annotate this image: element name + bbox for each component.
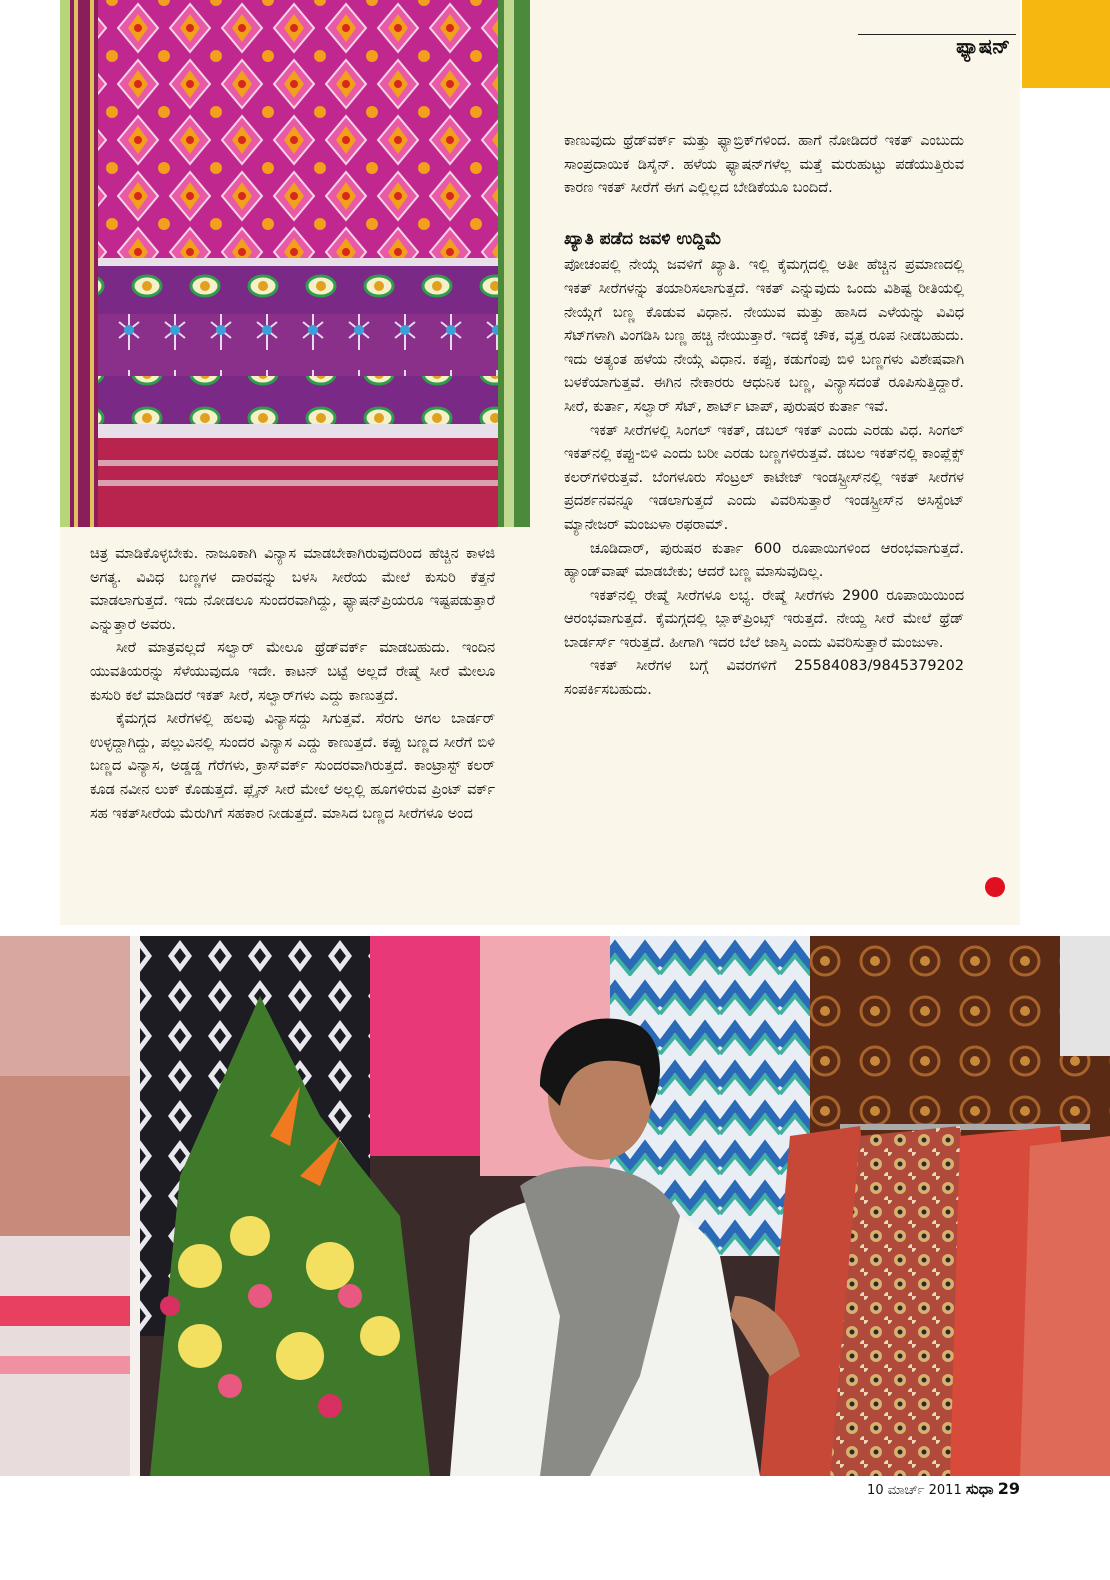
issue-date: 10 ಮಾರ್ಚ್ 2011 [867,1483,962,1498]
right-paragraph-2: ಇಕತ್ ಸೀರೆಗಳಲ್ಲಿ ಸಿಂಗಲ್ ಇಕತ್, ಡಬಲ್ ಇಕತ್ ಎಂದು ಎರಡು ವಿಧ. ಸಿಂಗಲ್ ಇಕತ್‌ನಲ್ಲಿ ಕಪ್ಪು-ಬಿಳಿ ಎಂದು ಬರೀ ಎರಡು ಬಣ್ಣಗಳಿರುತ್ತವೆ. ಡಬಲ ಇಕತ್‌ನಲ್ಲಿ ಕಾಂಪ್ಲೆಕ್ಸ್ ಕಲರ್‌ಗಳಿರುತ್ತವೆ. ಬೆಂಗಳೂರು ಸೆಂಟ್ರಲ್ ಕಾಟೇಜ್ ಇಂಡಸ್ಟ್ರೀಸ್‌ನಲ್ಲಿ ಇಕತ್ ಸೀರೆಗಳ ಪ್ರದರ್ಶನವನ್ನೂ ಇಡಲಾಗುತ್ತದೆ ಎಂದು ವಿವರಿಸುತ್ತಾರೆ ಇಂಡಸ್ಟ್ರೀಸ್‌ನ ಅಸಿಸ್ಟೆಂಟ್ ಮ್ಯಾನೇಜರ್ ಮಂಜುಳಾ ರಫರಾಮ್. [564,422,964,533]
article-end-dot [985,877,1005,897]
right-paragraph-1: ಪೋಚಂಪಲ್ಲಿ ನೇಯ್ಗೆ ಜವಳಿಗೆ ಖ್ಯಾತಿ. ಇಲ್ಲಿ ಕೈಮಗ್ಗದಲ್ಲಿ ಅತೀ ಹೆಚ್ಚಿನ ಪ್ರಮಾಣದಲ್ಲಿ ಇಕತ್ ಸೀರೆಗಳನ್ನು ತಯಾರಿಸಲಾಗುತ್ತದೆ. ಇಕತ್ ಎನ್ನುವುದು ಒಂದು ವಿಶಿಷ್ಟ ರೀತಿಯಲ್ಲಿ ನೇಯ್ಗೆಗೆ ಬಣ್ಣ ಕೊಡುವ ವಿಧಾನ. ನೇಯುವ ಮತ್ತು ಹಾಸಿದ ಎಳೆಯನ್ನು ವಿವಿಧ ಸೆಟ್‌ಗಳಾಗಿ ವಿಂಗಡಿಸಿ ಬಣ್ಣ ಹಚ್ಚಿ ನೇಯುತ್ತಾರೆ. ಇದಕ್ಕೆ ಚೌಕ, ವೃತ್ತ ರೂಪ ನೀಡಬಹುದು. ಇದು ಅತ್ಯಂತ ಹಳೆಯ ನೇಯ್ಗೆ ವಿಧಾನ. ಕಪ್ಪು, ಕಡುಗೆಂಪು ಬಿಳಿ ಬಣ್ಣಗಳು ವಿಶೇಷವಾಗಿ ಬಳಕೆಯಾಗುತ್ತವೆ. ಈಗಿನ ನೇಕಾರರು ಆಧುನಿಕ ಬಣ್ಣ, ವಿನ್ಯಾಸದಂತೆ ರೂಪಿಸುತ್ತಿದ್ದಾರೆ. ಸೀರೆ, ಕುರ್ತಾ, ಸಲ್ವಾರ್ ಸೆಟ್, ಶಾರ್ಟ್ ಟಾಪ್, ಪುರುಷರ ಕುರ್ತಾ ಇವೆ. [564,257,964,415]
shop-photo [0,936,1110,1476]
section-label: ಫ್ಯಾಷನ್ [956,34,1010,58]
right-column [564,130,964,703]
right-paragraph-5: ಇಕತ್ ಸೀರೆಗಳ ಬಗ್ಗೆ ವಿವರಗಳಿಗೆ 25584083/9845379202 ಸಂಪರ್ಕಿಸಬಹುದು. [564,658,964,699]
section-color-tab [1022,0,1110,88]
right-intro-paragraph: ಕಾಣುವುದು ಥ್ರೆಡ್‌ವರ್ಕ್ ಮತ್ತು ಫ್ಯಾಬ್ರಿಕ್‌ಗಳಿಂದ. ಹಾಗೆ ನೋಡಿದರೆ ಇಕತ್ ಎಂಬುದು ಸಾಂಪ್ರದಾಯಿಕ ಡಿಸೈನ್. ಹಳೆಯ ಫ್ಯಾಷನ್‌ಗಳೆಲ್ಲ ಮತ್ತೆ ಮರುಹುಟ್ಟು ಪಡೆಯುತ್ತಿರುವ ಕಾರಣ ಇಕತ್ ಸೀರೆಗೆ ಈಗ ಎಲ್ಲಿಲ್ಲದ ಬೇಡಿಕೆಯೂ ಬಂದಿದೆ. [564,133,964,197]
left-paragraph-2: ಸೀರೆ ಮಾತ್ರವಲ್ಲದೆ ಸಲ್ವಾರ್ ಮೇಲೂ ಥ್ರೆಡ್‌ವರ್ಕ್ ಮಾಡಬಹುದು. ಇಂದಿನ ಯುವತಿಯರನ್ನು ಸೆಳೆಯುವುದೂ ಇದೇ. ಕಾಟನ್ ಬಟ್ಟೆ ಅಲ್ಲದೆ ರೇಷ್ಮೆ ಸೀರೆ ಮೇಲೂ ಕುಸುರಿ ಕಲೆ ಮಾಡಿದರೆ ಇಕತ್ ಸೀರೆ, ಸಲ್ವಾರ್‌ಗಳು ಎದ್ದು ಕಾಣುತ್ತದೆ. [90,640,495,704]
page-number: 29 [997,1479,1020,1498]
left-paragraph-3: ಕೈಮಗ್ಗದ ಸೀರೆಗಳಲ್ಲಿ ಹಲವು ವಿನ್ಯಾಸದ್ದು ಸಿಗುತ್ತವೆ. ಸೆರಗು ಅಗಲ ಬಾರ್ಡರ್ ಉಳ್ಳದ್ದಾಗಿದ್ದು, ಪಲ್ಲುವಿನಲ್ಲಿ ಸುಂದರ ವಿನ್ಯಾಸ ಎದ್ದು ಕಾಣುತ್ತದೆ. ಕಪ್ಪು ಬಣ್ಣದ ಸೀರೆಗೆ ಬಿಳಿ ಬಣ್ಣದ ವಿನ್ಯಾಸ, ಅಡ್ಡಡ್ಡ ಗೆರೆಗಳು, ಕ್ರಾಸ್‌ವರ್ಕ್ ಸುಂದರವಾಗಿರುತ್ತದೆ. ಕಾಂಟ್ರಾಸ್ಟ್ ಕಲರ್ ಕೂಡ ನವೀನ ಲುಕ್ ಕೊಡುತ್ತದೆ. ಪ್ಲೈನ್ ಸೀರೆ ಮೇಲೆ ಅಲ್ಲಲ್ಲಿ ಹೂಗಳಿರುವ ಪ್ರಿಂಟ್ ವರ್ಕ್ ಸಹ ಇಕತ್‌ಸೀರೆಯ ಮೆರುಗಿಗೆ ಸಹಕಾರ ನೀಡುತ್ತದೆ. ಮಾಸಿದ ಬಣ್ಣದ ಸೀರೆಗಳೂ ಅಂದ [90,711,495,822]
left-paragraph-1: ಚಿತ್ರ ಮಾಡಿಕೊಳ್ಳಬೇಕು. ನಾಜೂಕಾಗಿ ವಿನ್ಯಾಸ ಮಾಡಬೇಕಾಗಿರುವುದರಿಂದ ಹೆಚ್ಚಿನ ಕಾಳಜಿ ಅಗತ್ಯ. ವಿವಿಧ ಬಣ್ಣಗಳ ದಾರವನ್ನು ಬಳಸಿ ಸೀರೆಯ ಮೇಲೆ ಕುಸುರಿ ಕೆತ್ತನೆ ಮಾಡಲಾಗುತ್ತದೆ. ಇದು ನೋಡಲೂ ಸುಂದರವಾಗಿದ್ದು, ಫ್ಯಾಷನ್‌ಪ್ರಿಯರೂ ಇಷ್ಟಪಡುತ್ತಾರೆ ಎನ್ನುತ್ತಾರೆ ಅವರು. [90,546,495,633]
right-paragraph-4: ಇಕತ್‌ನಲ್ಲಿ ರೇಷ್ಮೆ ಸೀರೆಗಳೂ ಲಭ್ಯ. ರೇಷ್ಮೆ ಸೀರೆಗಳು 2900 ರೂಪಾಯಿಯಿಂದ ಆರಂಭವಾಗುತ್ತದೆ. ಕೈಮಗ್ಗದಲ್ಲಿ ಬ್ಲಾಕ್‌ಪ್ರಿಂಟ್ಸ್ ಇರುತ್ತದೆ. ನೇಯ್ದ ಸೀರೆ ಮೇಲೆ ಥ್ರೆಡ್ ಬಾರ್ಡರ್ಸ್ ಇರುತ್ತದೆ. ಹೀಗಾಗಿ ಇದರ ಬೆಲೆ ಜಾಸ್ತಿ ಎಂದು ವಿವರಿಸುತ್ತಾರೆ ಮಂಜುಳಾ. [564,587,964,651]
right-paragraph-3: ಚೂಡಿದಾರ್, ಪುರುಷರ ಕುರ್ತಾ 600 ರೂಪಾಯಿಗಳಿಂದ ಆರಂಭವಾಗುತ್ತದೆ. ಹ್ಯಾಂಡ್‌ವಾಷ್ ಮಾಡಬೇಕು; ಆದರೆ ಬಣ್ಣ ಮಾಸುವುದಿಲ್ಲ. [564,540,964,581]
magazine-name: ಸುಧಾ [965,1480,994,1498]
subheading: ಖ್ಯಾತಿ ಪಡೆದ ಜವಳಿ ಉದ್ದಿಮೆ [564,228,722,249]
saree-photo [60,0,530,527]
page-footer [760,1479,1020,1498]
left-column [90,543,495,826]
